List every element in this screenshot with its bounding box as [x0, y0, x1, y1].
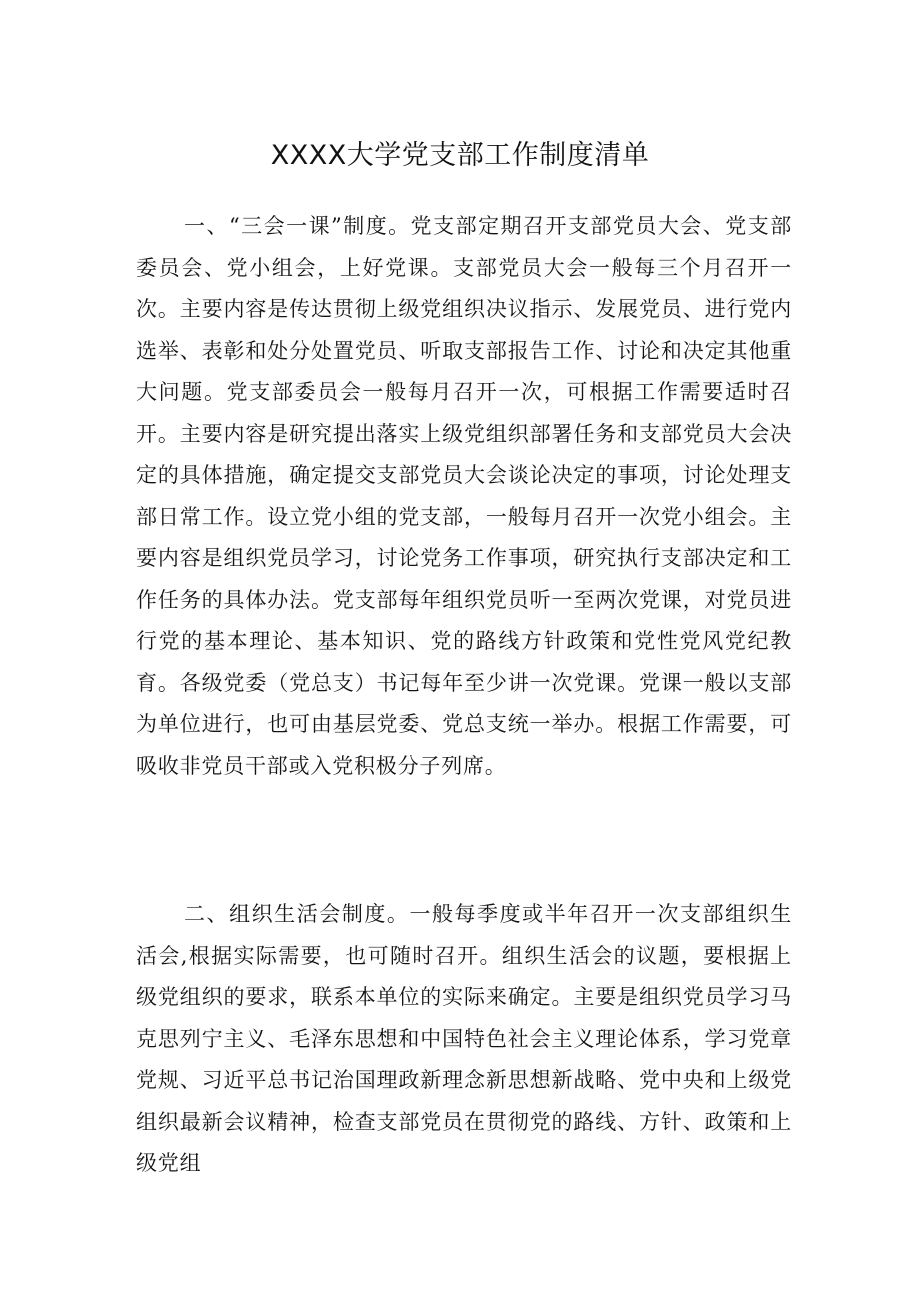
paragraph-three-meetings-one-lesson: 一、“三会一课”制度。党支部定期召开支部党员大会、党支部委员会、党小组会，上好党课。支部党员大会一般每三个月召开一次。主要内容是传达贯彻上级党组织决议指示、发展党员、进行党内选举、表彰和处分处置党员、听取支部报告工作、讨论和决定其他重大问题。党支部委员会一般每月召开一次，可根据工作需要适时召开。主要内容是研究提出落实上级党组织部署任务和支部党员大会决定的具体措施，确定提交支部党员大会谈论决定的事项，讨论处理支部日常工作。设立党小组的党支部，一般每月召开一次党小组会。主要内容是组织党员学习，讨论党务工作事项，研究执行支部决定和工作任务的具体办法。党支部每年组织党员听一至两次党课，对党员进行党的基本理论、基本知识、党的路线方针政策和党性党风党纪教育。各级党委（党总支）书记每年至少讲一次党课。党课一般以支部为单位进行，也可由基层党委、党总支统一举办。根据工作需要，可吸收非党员干部或入党积极分子列席。 [136, 214, 792, 778]
paragraph-organization-life-meeting: 二、组织生活会制度。一般每季度或半年召开一次支部组织生活会,根据实际需要，也可随时召开。组织生活会的议题，要根据上级党组织的要求，联系本单位的实际来确定。主要是组织党员学习马克思列宁主义、毛泽东思想和中国特色社会主义理论体系，学习党章党规、习近平总书记治国理政新理念新思想新战略、党中央和上级党组织最新会议精神，检查支部党员在贯彻党的路线、方针、政策和上级党组 [136, 902, 792, 1175]
document-title: XXXX大学党支部工作制度清单 [270, 140, 650, 171]
